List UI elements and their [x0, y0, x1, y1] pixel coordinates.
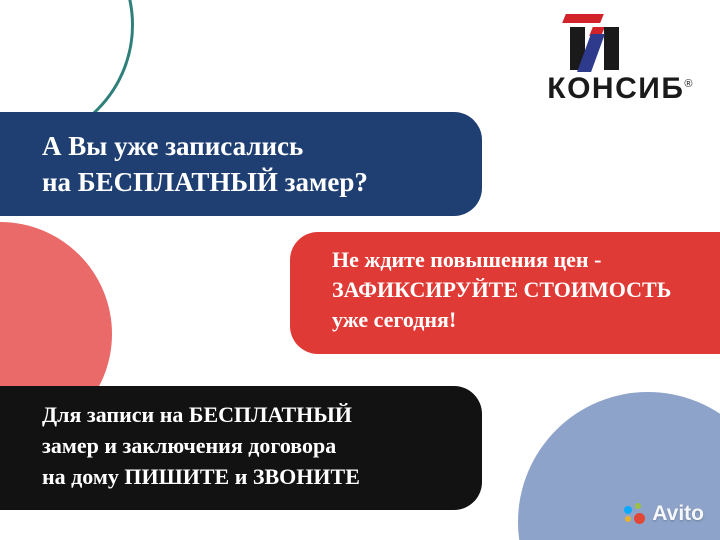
brand-name-text: КОНСИБ [547, 72, 685, 105]
headline-banner-red [290, 232, 720, 354]
brand-logo [506, 14, 694, 106]
avito-watermark-label: Avito [652, 502, 704, 525]
headline-banner-black [0, 386, 482, 510]
registered-mark: ® [684, 78, 694, 90]
avito-dots-icon [624, 503, 646, 525]
headline-banner-blue [0, 112, 482, 216]
headline-red-line-1: Не ждите повышения цен - [332, 247, 602, 272]
headline-black-line-2: замер и заключения договора [42, 432, 337, 458]
headline-blue-line-2: на БЕСПЛАТНЫЙ замер? [42, 167, 368, 198]
headline-blue-line-1: А Вы уже записались [42, 131, 304, 161]
headline-red-line-3: уже сегодня! [332, 306, 457, 332]
headline-red-line-2: ЗАФИКСИРУЙТЕ СТОИМОСТЬ [332, 276, 672, 302]
headline-black-line-3: на дому ПИШИТЕ и ЗВОНИТЕ [42, 463, 360, 489]
brand-name [506, 74, 694, 104]
headline-black-line-1: Для записи на БЕСПЛАТНЫЙ [42, 402, 352, 427]
avito-watermark [624, 502, 704, 526]
konsib-logo-icon [564, 14, 628, 70]
